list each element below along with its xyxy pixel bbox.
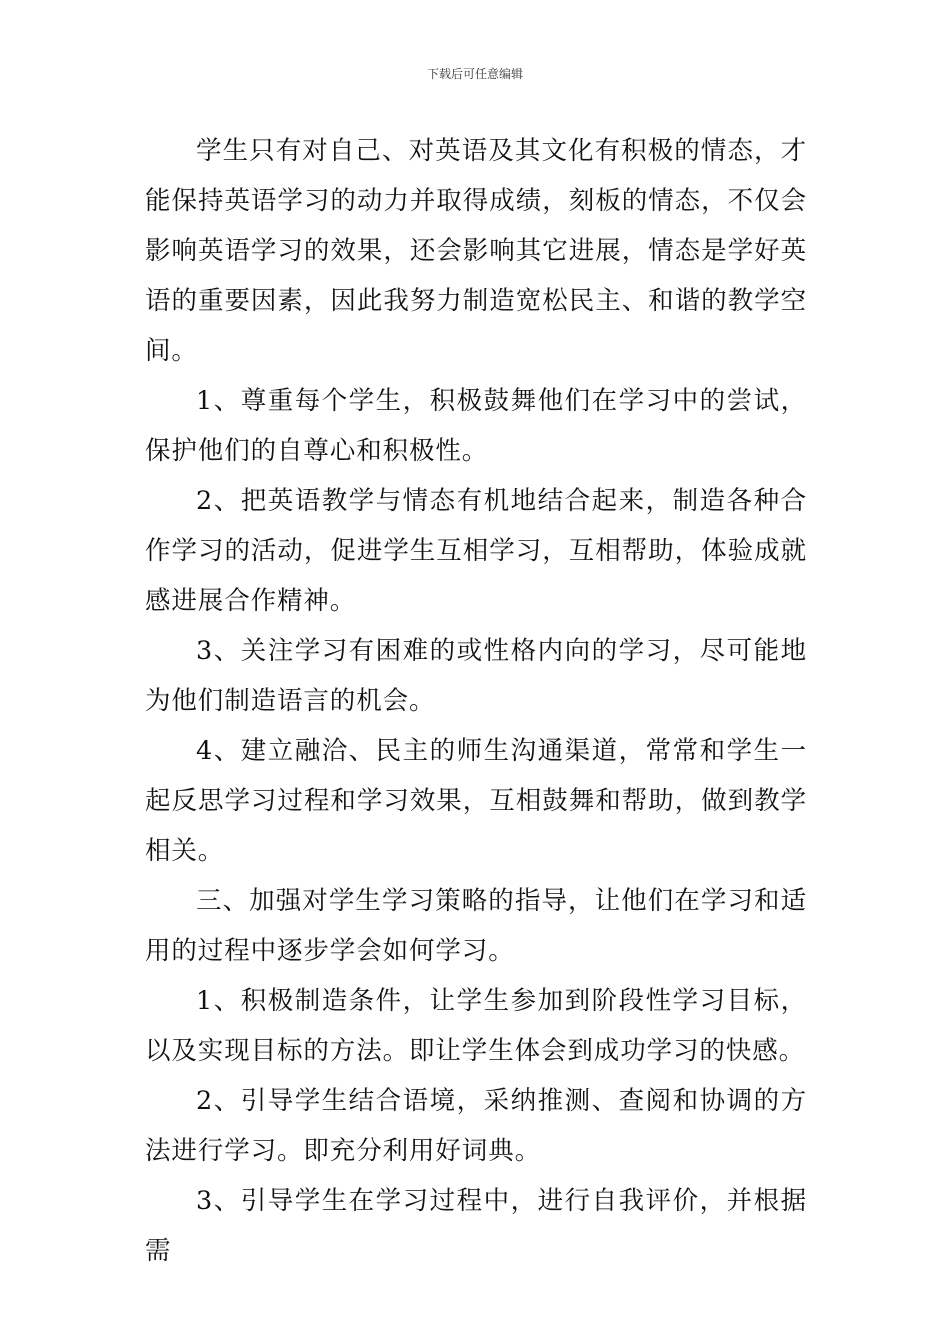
paragraph-item-4: 4、建立融洽、民主的师生沟通渠道，常常和学生一起反思学习过程和学习效果，互相鼓舞和帮助，做到教学相关。 — [145, 736, 807, 866]
paragraph-strategy-3: 3、引导学生在学习过程中，进行自我评价，并根据需 — [145, 1186, 807, 1266]
paragraph-intro: 学生只有对自己、对英语及其文化有积极的情态，才能保持英语学习的动力并取得成绩，刻板的情态，不仅会影响英语学习的效果，还会影响其它进展，情态是学好英语的重要因素，因此我努力制造宽松民主、和谐的教学空间。 — [145, 136, 807, 366]
page-header-note: 下载后可任意编辑 — [426, 67, 523, 81]
paragraph-item-1: 1、尊重每个学生，积极鼓舞他们在学习中的尝试，保护他们的自尊心和积极性。 — [145, 386, 807, 466]
paragraph-strategy-2: 2、引导学生结合语境，采纳推测、查阅和协调的方法进行学习。即充分利用好词典。 — [145, 1086, 807, 1166]
section-heading-three: 三、加强对学生学习策略的指导，让他们在学习和适用的过程中逐步学会如何学习。 — [145, 886, 807, 966]
document-body — [145, 126, 807, 1276]
paragraph-strategy-1: 1、积极制造条件，让学生参加到阶段性学习目标，以及实现目标的方法。即让学生体会到成功学习的快感。 — [145, 986, 807, 1066]
paragraph-item-2: 2、把英语教学与情态有机地结合起来，制造各种合作学习的活动，促进学生互相学习，互相帮助，体验成就感进展合作精神。 — [145, 486, 807, 616]
paragraph-item-3: 3、关注学习有困难的或性格内向的学习，尽可能地为他们制造语言的机会。 — [145, 636, 807, 716]
